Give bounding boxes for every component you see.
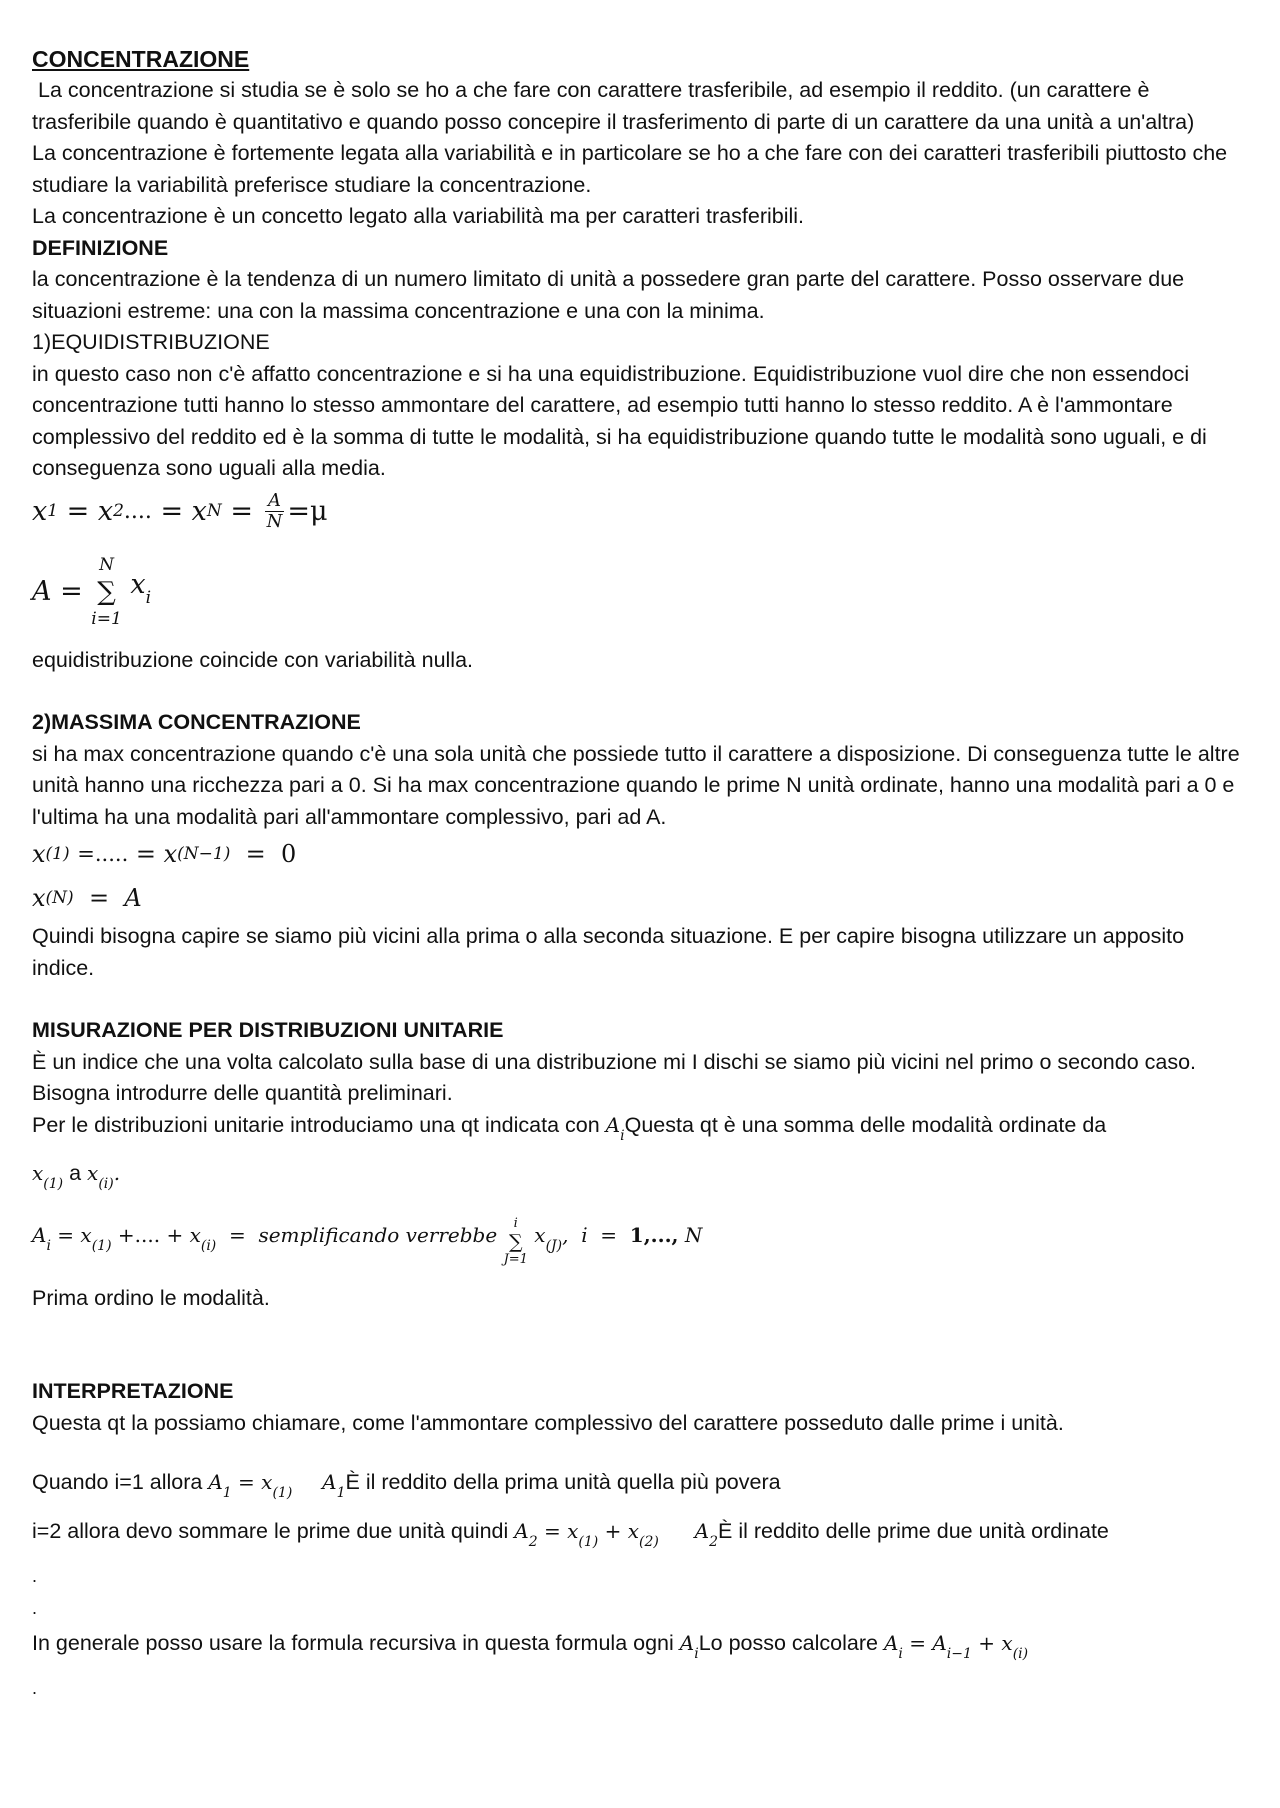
massima-text: si ha max concentrazione quando c'è una sola unità che possiede tutto il carattere a disposizione. Di conseguenza tutte le altre unità hanno una ricchezza pari a 0. Si ha max concentrazione quando le prime N unità ordinate, hanno una modalità pari a 0 e l'ultima ha una modalità pari all'ammontare complessivo, pari ad A. (32, 741, 1240, 829)
document-page (32, 44, 1252, 1705)
misurazione-p4-a: a (63, 1161, 88, 1185)
interpretazione-heading: INTERPRETAZIONE (32, 1379, 234, 1403)
equidistribution-formula: x 1 = x 2 .... = x N = $\frac{A}{N}$ =μ (32, 490, 328, 532)
intro-paragraph-1: La concentrazione si studia se è solo se ho a che fare con carattere trasferibile, ad esempio il reddito. (un carattere è trasferibile quando è quantitativo e quando posso concepire il trasferimento di parte di un carattere da una unità a un'altra) (32, 78, 1195, 134)
misurazione-heading: MISURAZIONE PER DISTRIBUZIONI UNITARIE (32, 1018, 504, 1042)
intro-paragraph-2: La concentrazione è fortemente legata alla variabilità e in particolare se ho a che fare con dei caratteri trasferibili piuttosto che studiare la variabilità preferisce studiare la concentrazione. (32, 141, 1228, 197)
misurazione-p2: Bisogna introdurre delle quantità preliminari. (32, 1081, 453, 1105)
ellipsis-dot-2: . (32, 1597, 38, 1618)
max-concentration-formula-1: x (1) =..... = x (N−1) = 0 (32, 840, 297, 869)
definizione-text: la concentrazione è la tendenza di un numero limitato di unità a possedere gran parte del carattere. Posso osservare due situazioni estreme: una con la massima concentrazione e una con la minima. (32, 267, 1185, 323)
total-amount-formula: A = N ∑ i=1 $x_i$ (32, 554, 152, 629)
ellipsis-dot-3: . (32, 1678, 38, 1698)
page-title: CONCENTRAZIONE (32, 46, 250, 72)
equidistribuzione-heading: 1)EQUIDISTRIBUZIONE (32, 330, 270, 354)
interpretazione-line-3: In generale posso usare la formula recursiva in questa formula ogni $A_iLo$ posso calcolare $A_i = A_{i-1} + x_{(i)}$ (32, 1631, 1029, 1662)
summation: N ∑ i=1 (91, 554, 122, 629)
interpretazione-line-1: Quando i=1 allora $A_1 = x_{(1)}$ $A_1È$ il reddito della prima unità quella più povera (32, 1470, 781, 1501)
misurazione-p3-end: Questa qt è una somma delle modalità ordinate da (624, 1112, 1107, 1137)
interpretazione-line-2: i=2 allora devo sommare le prime due unità quindi $A_2 = x_{(1)} + x_{(2)}$ $A_2È$ il reddito delle prime due unità ordinate (32, 1519, 1109, 1550)
misurazione-p3-start: Per le distribuzioni unitarie introduciamo una qt indicata con (32, 1112, 606, 1137)
massima-heading: 2)MASSIMA CONCENTRAZIONE (32, 710, 361, 734)
summation-small: i ∑ J=1 (503, 1215, 528, 1267)
misurazione-p3 (32, 1110, 1252, 1153)
semplificando-text: semplificando verrebbe (258, 1223, 498, 1248)
intro-paragraph-3: La concentrazione è un concetto legato alla variabilità ma per caratteri trasferibili. (32, 204, 805, 228)
max-concentration-formula-2: x (N) = A (32, 884, 142, 913)
interpretazione-p1: Questa qt la possiamo chiamare, come l'ammontare complessivo del carattere posseduto dalle prime i unità. (32, 1410, 1064, 1435)
equidistribuzione-note: equidistribuzione coincide con variabilità nulla. (32, 647, 474, 672)
ellipsis-dot-1: . (32, 1566, 38, 1586)
definizione-heading: DEFINIZIONE (32, 235, 169, 260)
equidistribuzione-text: in questo caso non c'è affatto concentrazione e si ha una equidistribuzione. Equidistribuzione vuol dire che non essendoci concentrazione tutti hanno lo stesso ammontare del carattere, ad esempio tutti hanno lo stesso reddito. A è l'ammontare complessivo del reddito ed è la somma di tutte le modalità, si ha equidistribuzione quando tutte le modalità sono uguali, e di conseguenza sono uguali alla media. (32, 361, 1207, 480)
massima-note: Quindi bisogna capire se siamo più vicini alla prima o alla seconda situazione. E per capire bisogna utilizzare un apposito indice. (32, 924, 1185, 980)
A-i-symbol: $A_i$ (605, 1112, 625, 1144)
A-i-formula: $A_i = x_{(1)}$ +.... + $x_{(i)}$ = semplificando verrebbe i ∑ J=1 $x_{(J)}$, i = 1,..., N (32, 1215, 703, 1267)
misurazione-note: Prima ordino le modalità. (32, 1285, 270, 1310)
misurazione-p4: $x_{(1)}$ a $x_{(i)}$. (32, 1161, 121, 1192)
misurazione-p1: È un indice che una volta calcolato sulla base di una distribuzione mi I dischi se siamo più vicini nel primo o secondo caso. (32, 1049, 1197, 1074)
